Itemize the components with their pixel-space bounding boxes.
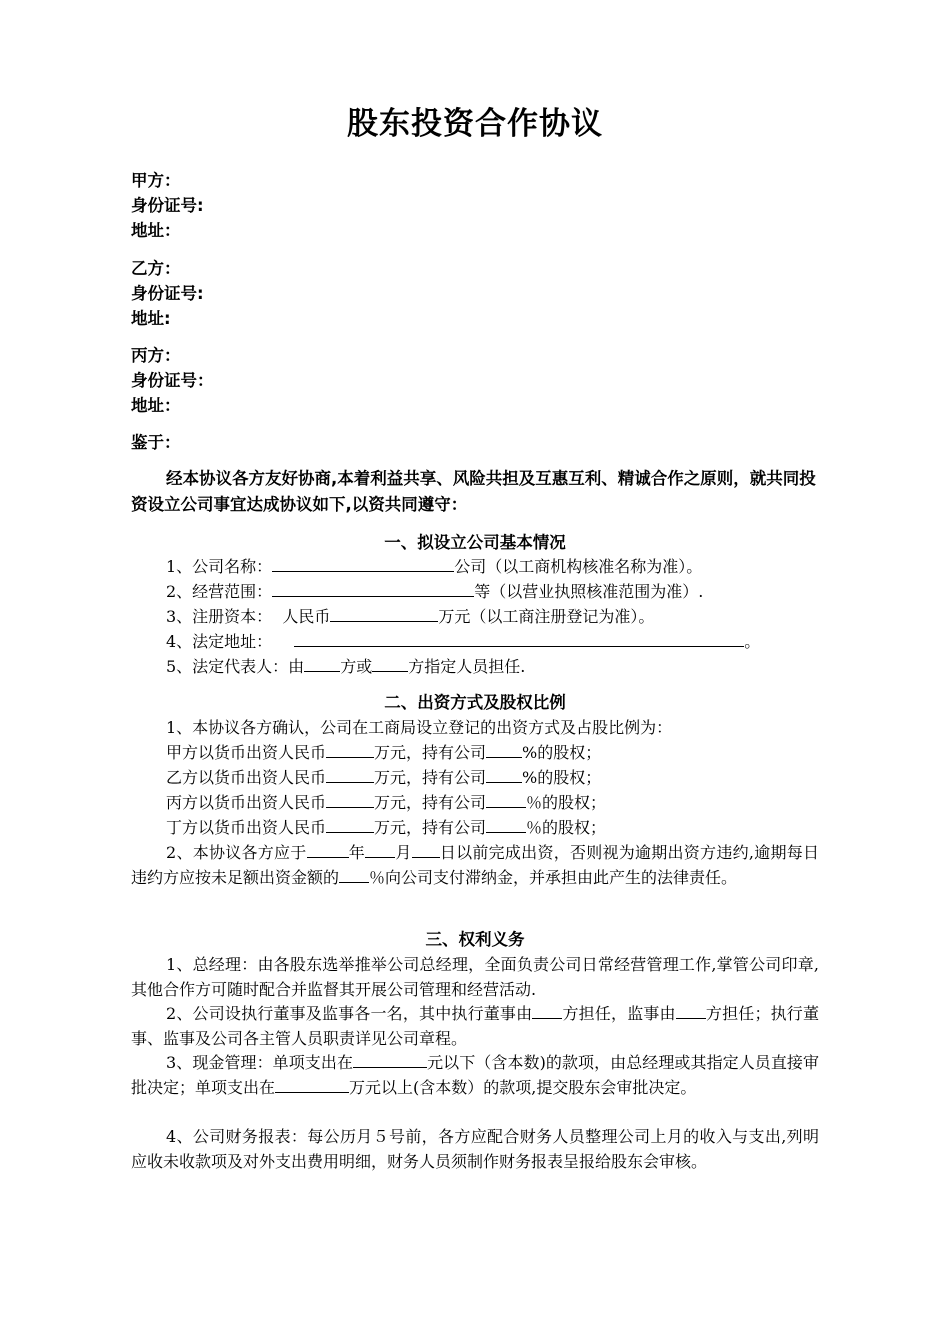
contribution-b-suffix: %的股权；: [522, 768, 602, 787]
cash-text-1: 3、现金管理：单项支出在: [166, 1053, 354, 1072]
contribution-b-mid: 万元，持有公司: [374, 768, 487, 787]
company-name-suffix: 公司（以工商机构核准名称为准）。: [454, 557, 703, 576]
contribution-c-prefix: 丙方以货币出资人民币: [166, 793, 327, 812]
business-scope-line: [166, 580, 703, 604]
cash-limit-blank-2: [275, 1077, 349, 1093]
contribution-intro-line: 1、本协议各方确认，公司在工商局设立登记的出资方式及占股比例为：: [166, 718, 673, 737]
deadline-text-1: 2、本协议各方应于: [166, 843, 307, 862]
executive-director-blank: [532, 1003, 562, 1019]
legal-representative-line: [166, 655, 525, 679]
legal-address-suffix: 。: [744, 632, 761, 651]
contribution-a-percent-blank: [486, 742, 522, 758]
section-3-heading: 三、权利义务: [425, 930, 525, 949]
business-scope-prefix: 2、经营范围：: [166, 582, 273, 601]
deadline-text-3: ％向公司支付滞纳金，并承担由此产生的法律责任。: [369, 867, 738, 887]
intro-paragraph: 经本协议各方友好协商,本着利益共享、风险共担及互惠互利、精诚合作之原则，就共同投资设立公司事宜达成协议如下,以资共同遵守：: [131, 469, 816, 514]
contribution-a-suffix: %的股权；: [522, 743, 602, 762]
whereas-label: 鉴于：: [131, 433, 181, 452]
party-a-name-label: 甲方：: [131, 171, 181, 190]
contribution-b-amount-blank: [326, 767, 374, 783]
deadline-text-2: 日以前完成出资，否则视为逾期出资方违约,逾期每日违约方应按未足额出资金额的: [131, 843, 819, 887]
legal-rep-mid: 方或: [340, 657, 373, 676]
deadline-month-label: 月: [395, 843, 412, 862]
company-name-prefix: 1、公司名称：: [166, 557, 273, 576]
party-c-address-label: 地址：: [131, 396, 181, 415]
contribution-c-percent-blank: [486, 792, 526, 808]
contribution-party-b-line: [166, 766, 601, 790]
directors-paragraph: [131, 1002, 819, 1051]
contribution-c-mid: 万元，持有公司: [374, 793, 487, 812]
financial-report-paragraph: 4、公司财务报表：每公历月５号前，各方应配合财务人员整理公司上月的收入与支出,列明应收未收款项及对外支出费用明细，财务人员须制作财务报表呈报给股东会审核。: [131, 1127, 819, 1171]
contribution-d-mid: 万元，持有公司: [374, 818, 487, 837]
contribution-b-percent-blank: [486, 767, 522, 783]
contribution-deadline-paragraph: [131, 841, 819, 890]
deadline-year-label: 年: [348, 843, 366, 862]
contribution-c-amount-blank: [326, 792, 374, 808]
cash-limit-blank-1: [353, 1052, 427, 1068]
cash-text-2: 元以下（含本数)的款项，由总经理或其指定人员直接审批决定；单项支出在: [131, 1053, 819, 1097]
supervisor-blank: [676, 1003, 706, 1019]
directors-text-2: 方担任，监事由: [562, 1004, 676, 1023]
contribution-a-mid: 万元，持有公司: [374, 743, 487, 762]
contribution-a-prefix: 甲方以货币出资人民币: [166, 743, 327, 762]
general-manager-paragraph: 1、总经理：由各股东选举推举公司总经理，全面负责公司日常经营管理工作,掌管公司印章,其他合作方可随时配合并监督其开展公司管理和经营活动.: [131, 955, 819, 999]
directors-text-3: 方担任；执行董事、监事及公司各主管人员职责详见公司章程。: [131, 1004, 819, 1048]
legal-rep-blank-1: [304, 656, 340, 672]
party-c-id-label: 身份证号：: [131, 371, 214, 390]
contribution-c-suffix: ％的股权；: [526, 793, 607, 812]
cash-text-3: 万元以上(含本数）的款项,提交股东会审批决定。: [349, 1077, 697, 1097]
party-a-address-label: 地址：: [131, 221, 181, 240]
business-scope-blank: [272, 581, 474, 597]
company-name-line: [166, 555, 702, 579]
section-2-heading: 二、出资方式及股权比例: [384, 693, 566, 712]
registered-capital-suffix: 万元（以工商注册登记为准）。: [438, 607, 655, 626]
late-fee-percent-blank: [339, 867, 369, 883]
legal-address-line: [166, 630, 760, 654]
contribution-a-amount-blank: [326, 742, 374, 758]
document-title: 股东投资合作协议: [347, 106, 603, 142]
registered-capital-prefix: 3、注册资本： 人民币: [166, 607, 331, 626]
party-b-address-label: 地址:: [131, 309, 171, 328]
contribution-party-a-line: [166, 741, 601, 765]
party-a-id-label: 身份证号:: [131, 196, 204, 215]
legal-address-blank: [294, 631, 744, 647]
legal-rep-suffix: 方指定人员担任.: [408, 657, 526, 676]
section-1-heading: 一、拟设立公司基本情况: [384, 533, 566, 552]
contribution-d-prefix: 丁方以货币出资人民币: [166, 818, 327, 837]
contribution-party-c-line: [166, 791, 606, 815]
party-c-name-label: 丙方：: [131, 346, 181, 365]
party-b-name-label: 乙方：: [131, 259, 181, 278]
cash-management-paragraph: [131, 1051, 819, 1100]
contribution-d-amount-blank: [326, 817, 374, 833]
legal-address-prefix: 4、法定地址：: [166, 632, 273, 651]
deadline-year-blank: [307, 842, 349, 858]
deadline-month-blank: [365, 842, 395, 858]
deadline-day-blank: [412, 842, 440, 858]
contribution-party-d-line: [166, 816, 606, 840]
company-name-blank: [272, 556, 454, 572]
contribution-d-percent-blank: [486, 817, 526, 833]
contribution-d-suffix: ％的股权；: [526, 818, 607, 837]
business-scope-suffix: 等（以营业执照核准范围为准）.: [474, 582, 704, 601]
legal-rep-prefix: 5、法定代表人：由: [166, 657, 305, 676]
registered-capital-line: [166, 605, 654, 629]
registered-capital-blank: [330, 606, 438, 622]
legal-rep-blank-2: [372, 656, 408, 672]
contribution-b-prefix: 乙方以货币出资人民币: [166, 768, 327, 787]
directors-text-1: 2、公司设执行董事及监事各一名，其中执行董事由: [166, 1004, 533, 1023]
party-b-id-label: 身份证号:: [131, 284, 204, 303]
